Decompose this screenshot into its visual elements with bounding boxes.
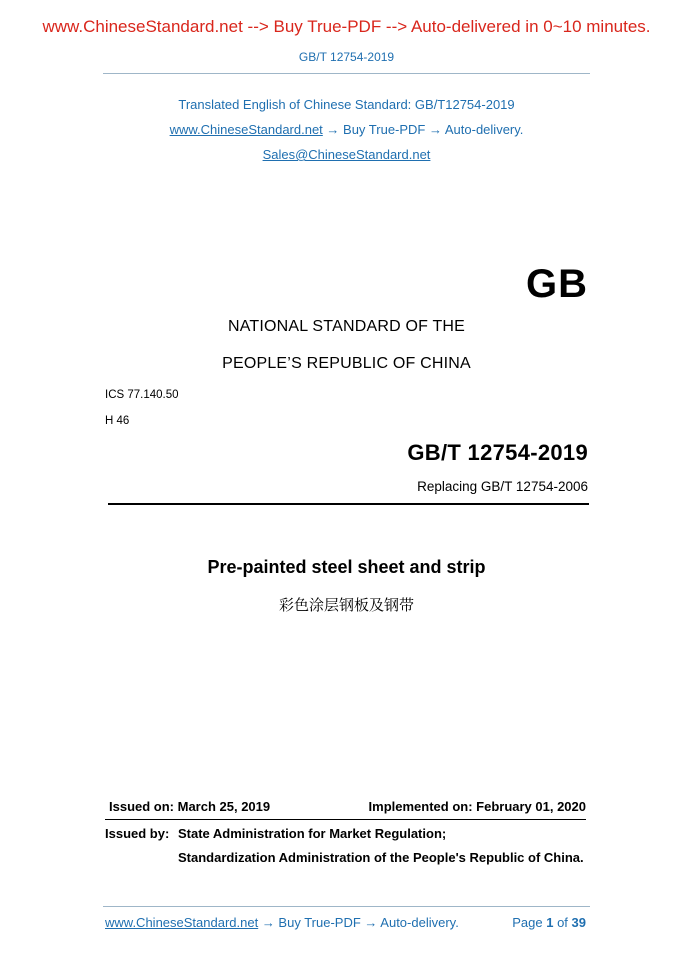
ics-code: ICS 77.140.50 — [105, 389, 179, 401]
sales-email-link[interactable]: Sales@ChineseStandard.net — [262, 147, 431, 162]
issuer-samr: State Administration for Market Regulation; — [178, 826, 447, 841]
top-banner[interactable]: www.ChineseStandard.net --> Buy True-PDF --> Auto-delivered in 0~10 minutes. — [42, 17, 651, 36]
standard-number: GB/T 12754-2019 — [407, 440, 588, 465]
header-divider — [103, 73, 590, 74]
gb-logo: GB — [526, 262, 588, 306]
page-total: 39 — [571, 915, 586, 930]
chinese-standard-link[interactable]: www.ChineseStandard.net — [169, 122, 323, 137]
ccs-code: H 46 — [105, 415, 130, 427]
national-standard-line1: NATIONAL STANDARD OF THE — [227, 318, 466, 335]
document-title-cn: 彩色涂层钢板及钢带 — [278, 596, 414, 614]
footer-promo-text: → Buy True-PDF → Auto-delivery. — [258, 915, 459, 930]
page-number: 1 — [546, 915, 554, 930]
title-divider — [108, 503, 589, 505]
promo-line: Translated English of Chinese Standard: GB/T12754-2019 — [178, 97, 515, 112]
national-standard-line2: PEOPLE’S REPUBLIC OF CHINA — [222, 355, 471, 372]
issued-on-date: Issued on: March 25, 2019 — [109, 799, 271, 814]
footer-promo — [105, 915, 459, 930]
issued-by-label: Issued by: — [105, 826, 170, 841]
of-label: of — [557, 915, 568, 930]
replacing-standard: Replacing GB/T 12754-2006 — [417, 479, 588, 494]
footer-divider — [103, 906, 590, 907]
promo-email-line — [0, 147, 693, 162]
promo-buy-line — [0, 122, 693, 137]
promo-buy-text: → Buy True-PDF → Auto-delivery. — [322, 122, 524, 137]
document-title-en: Pre-painted steel sheet and strip — [207, 557, 486, 577]
issued-divider — [105, 819, 586, 820]
issuer-sac: Standardization Administration of the People's Republic of China. — [178, 850, 584, 865]
header-standard-code: GB/T 12754-2019 — [298, 50, 395, 64]
implemented-on-date: Implemented on: February 01, 2020 — [368, 799, 586, 814]
page-label: Page — [512, 915, 543, 930]
page-indicator — [512, 915, 586, 930]
footer-chinese-standard-link[interactable]: www.ChineseStandard.net — [105, 915, 259, 930]
